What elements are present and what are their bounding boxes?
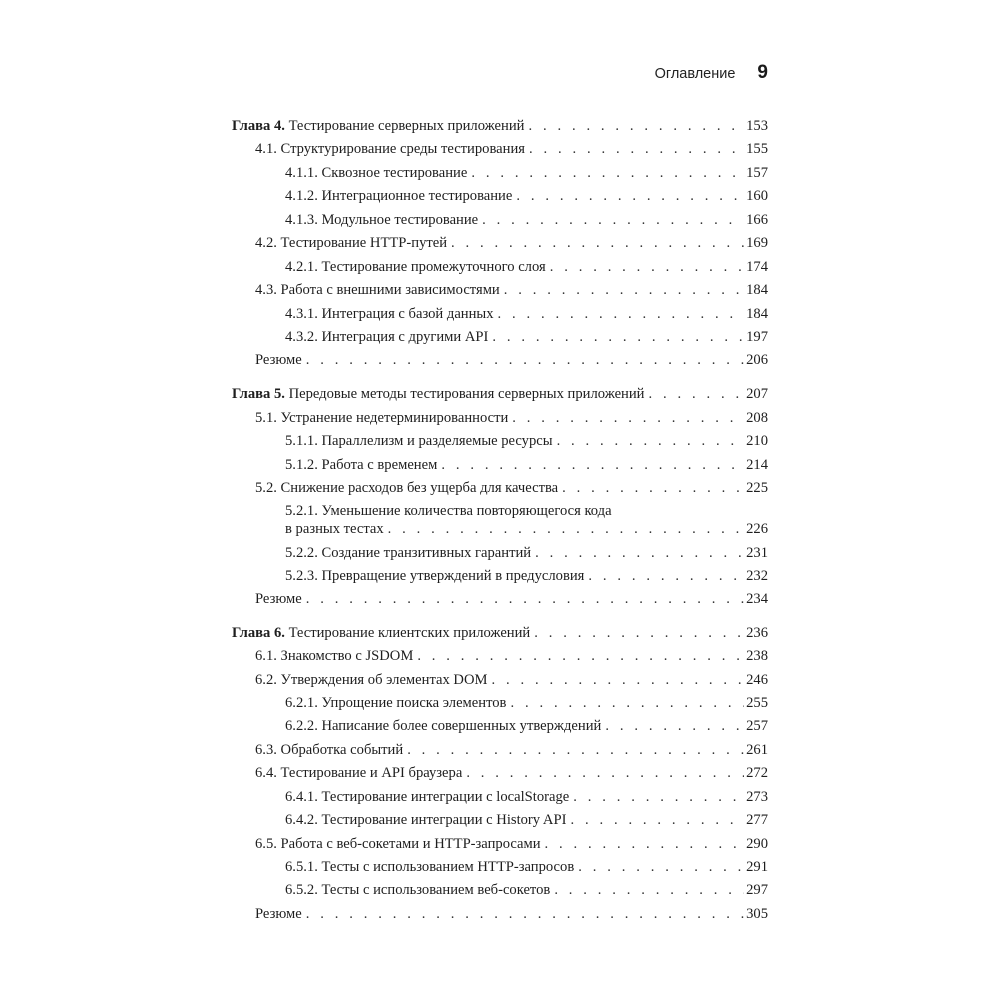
dot-leader bbox=[407, 741, 744, 759]
toc-page-number: 234 bbox=[746, 591, 768, 607]
toc-entry-title: 6.5. Работа с веб-сокетами и HTTP-запросами bbox=[255, 836, 541, 852]
toc-entry[interactable] bbox=[285, 160, 768, 182]
toc-entry-title: 6.4.1. Тестирование интеграции с localStorage bbox=[285, 789, 570, 805]
toc-page-number: 197 bbox=[746, 329, 768, 345]
toc-page-number: 272 bbox=[746, 765, 768, 781]
toc-page-number: 184 bbox=[746, 306, 768, 322]
toc-entry-title: 5.1.2. Работа с временем bbox=[285, 457, 438, 473]
toc-entry[interactable] bbox=[255, 643, 768, 665]
dot-leader bbox=[491, 671, 744, 689]
toc-page-number: 255 bbox=[746, 695, 768, 711]
chapter-title: Передовые методы тестирования серверных приложений bbox=[288, 386, 645, 402]
toc-entry-title: 4.1.2. Интеграционное тестирование bbox=[285, 188, 513, 204]
toc-entry-title: 6.3. Обработка событий bbox=[255, 742, 404, 758]
toc-entry-title: 4.1.3. Модульное тестирование bbox=[285, 212, 479, 228]
dot-leader bbox=[306, 590, 744, 608]
toc-entry-title: 4.3.2. Интеграция с другими API bbox=[285, 329, 489, 345]
chapter-label: Глава 6. bbox=[232, 625, 285, 641]
dot-leader bbox=[528, 117, 744, 135]
toc-page-number: 207 bbox=[746, 386, 768, 402]
dot-leader bbox=[498, 305, 745, 323]
dot-leader bbox=[482, 211, 744, 229]
toc-entry[interactable] bbox=[285, 690, 768, 712]
toc-entry[interactable] bbox=[255, 737, 768, 759]
toc-page-number: 225 bbox=[746, 480, 768, 496]
toc-page-number: 226 bbox=[746, 521, 768, 537]
toc-entry[interactable] bbox=[285, 183, 768, 205]
toc-entry-title: 5.1. Устранение недетерминированности bbox=[255, 410, 509, 426]
toc-entry[interactable] bbox=[255, 405, 768, 427]
toc-entry-title: 4.2.1. Тестирование промежуточного слоя bbox=[285, 259, 546, 275]
toc-entry-title: 6.2.1. Упрощение поиска элементов bbox=[285, 695, 507, 711]
chapter-title: Тестирование серверных приложений bbox=[288, 118, 525, 134]
toc-entry-title: 5.2.3. Превращение утверждений в предусловия bbox=[285, 568, 585, 584]
dot-leader bbox=[451, 234, 744, 252]
chapter-label: Глава 4. bbox=[232, 118, 285, 134]
dot-leader bbox=[504, 281, 744, 299]
toc-page-number: 305 bbox=[746, 906, 768, 922]
toc-entry-title: 4.1.1. Сквозное тестирование bbox=[285, 165, 468, 181]
toc-entry-title: 5.2. Снижение расходов без ущерба для качества bbox=[255, 480, 559, 496]
toc-entry-summary[interactable] bbox=[255, 901, 768, 923]
toc-page-number: 214 bbox=[746, 457, 768, 473]
toc-entry-title: 6.4.2. Тестирование интеграции с History API bbox=[285, 812, 567, 828]
toc-entry-title: в разных тестах bbox=[285, 521, 384, 537]
dot-leader bbox=[417, 647, 744, 665]
dot-leader bbox=[306, 351, 744, 369]
toc-entry[interactable] bbox=[285, 516, 768, 538]
toc-entry[interactable] bbox=[285, 324, 768, 346]
toc-entry[interactable] bbox=[255, 277, 768, 299]
toc-page-number: 238 bbox=[746, 648, 768, 664]
toc-entry-title: 5.2.2. Создание транзитивных гарантий bbox=[285, 545, 532, 561]
toc-entry[interactable] bbox=[255, 760, 768, 782]
toc-page-number: 277 bbox=[746, 812, 768, 828]
dot-leader bbox=[471, 164, 744, 182]
toc-entry[interactable] bbox=[285, 784, 768, 806]
toc-page-number: 231 bbox=[746, 545, 768, 561]
dot-leader bbox=[512, 409, 744, 427]
toc-page-number: 257 bbox=[746, 718, 768, 734]
toc-page-number: 166 bbox=[746, 212, 768, 228]
dot-leader bbox=[573, 788, 744, 806]
dot-leader bbox=[516, 187, 744, 205]
toc-page-number: 261 bbox=[746, 742, 768, 758]
toc-page-number: 160 bbox=[746, 188, 768, 204]
toc-entry[interactable] bbox=[255, 831, 768, 853]
toc-entry-title: Резюме bbox=[255, 591, 302, 607]
toc-page-number: 232 bbox=[746, 568, 768, 584]
toc-page-number: 291 bbox=[746, 859, 768, 875]
toc-entry[interactable] bbox=[285, 452, 768, 474]
toc-entry-title: 6.1. Знакомство с JSDOM bbox=[255, 648, 414, 664]
dot-leader bbox=[588, 567, 744, 585]
toc-page-number: 169 bbox=[746, 235, 768, 251]
running-header bbox=[655, 62, 768, 84]
dot-leader bbox=[562, 479, 744, 497]
running-header-title: Оглавление bbox=[654, 66, 736, 82]
toc-page-number: 157 bbox=[746, 165, 768, 181]
toc-entry[interactable] bbox=[285, 713, 768, 735]
toc-entry[interactable] bbox=[285, 563, 768, 585]
toc-page-number: 153 bbox=[746, 118, 768, 134]
toc-entry-title: 6.2. Утверждения об элементах DOM bbox=[255, 672, 488, 688]
toc-entry-title: 4.2. Тестирование HTTP-путей bbox=[255, 235, 448, 251]
toc-entry-title: 6.5.2. Тесты с использованием веб-сокетов bbox=[285, 882, 551, 898]
toc-page-number: 206 bbox=[746, 352, 768, 368]
dot-leader bbox=[534, 624, 744, 642]
toc-entry[interactable] bbox=[255, 667, 768, 689]
chapter-label: Глава 5. bbox=[232, 386, 285, 402]
dot-leader bbox=[557, 432, 745, 450]
toc-entry-title: 4.3.1. Интеграция с базой данных bbox=[285, 306, 494, 322]
dot-leader bbox=[492, 328, 744, 346]
toc-page-number: 184 bbox=[746, 282, 768, 298]
toc-page-number: 290 bbox=[746, 836, 768, 852]
dot-leader bbox=[570, 811, 744, 829]
dot-leader bbox=[535, 544, 744, 562]
toc-entry-summary[interactable] bbox=[255, 586, 768, 608]
toc-entry-title: Резюме bbox=[255, 906, 302, 922]
toc-entry-summary[interactable] bbox=[255, 347, 768, 369]
toc-entry-title: 6.5.1. Тесты с использованием HTTP-запросов bbox=[285, 859, 575, 875]
toc-entry-title: 6.4. Тестирование и API браузера bbox=[255, 765, 463, 781]
toc-page-number: 297 bbox=[746, 882, 768, 898]
toc-chapter-4[interactable] bbox=[232, 113, 768, 135]
toc-page-number: 236 bbox=[746, 625, 768, 641]
toc-entry[interactable] bbox=[285, 877, 768, 899]
dot-leader bbox=[545, 835, 745, 853]
toc-page-number: 273 bbox=[746, 789, 768, 805]
dot-leader bbox=[578, 858, 744, 876]
toc-entry[interactable] bbox=[255, 475, 768, 497]
toc-entry[interactable] bbox=[255, 136, 768, 158]
dot-leader bbox=[441, 456, 744, 474]
dot-leader bbox=[550, 258, 744, 276]
dot-leader bbox=[388, 520, 744, 538]
toc-page-number: 174 bbox=[746, 259, 768, 275]
toc-entry-title: Резюме bbox=[255, 352, 302, 368]
toc-entry-title: 4.1. Структурирование среды тестирования bbox=[255, 141, 525, 157]
toc-entry[interactable] bbox=[285, 428, 768, 450]
dot-leader bbox=[306, 905, 744, 923]
chapter-title: Тестирование клиентских приложений bbox=[288, 625, 531, 641]
toc-chapter-6[interactable] bbox=[232, 620, 768, 642]
dot-leader bbox=[529, 140, 744, 158]
dot-leader bbox=[649, 385, 745, 403]
toc-entry[interactable] bbox=[285, 301, 768, 323]
toc-entry[interactable] bbox=[285, 807, 768, 829]
toc-chapter-5[interactable] bbox=[232, 381, 768, 403]
toc-page-number: 246 bbox=[746, 672, 768, 688]
dot-leader bbox=[605, 717, 744, 735]
toc-entry-title-line1: 5.2.1. Уменьшение количества повторяющегося кода bbox=[285, 503, 612, 519]
dot-leader bbox=[554, 881, 744, 899]
toc-entry[interactable] bbox=[285, 854, 768, 876]
toc-page-number: 210 bbox=[746, 433, 768, 449]
toc-page-number: 155 bbox=[746, 141, 768, 157]
page-number: 9 bbox=[757, 62, 768, 83]
toc-entry-title: 6.2.2. Написание более совершенных утверждений bbox=[285, 718, 602, 734]
toc-page-number: 208 bbox=[746, 410, 768, 426]
dot-leader bbox=[466, 764, 744, 782]
toc-entry[interactable] bbox=[285, 540, 768, 562]
toc-entry-title: 5.1.1. Параллелизм и разделяемые ресурсы bbox=[285, 433, 553, 449]
toc-entry[interactable] bbox=[285, 254, 768, 276]
dot-leader bbox=[510, 694, 744, 712]
toc-entry[interactable] bbox=[255, 230, 768, 252]
toc-entry[interactable] bbox=[285, 207, 768, 229]
toc-entry-title: 4.3. Работа с внешними зависимостями bbox=[255, 282, 500, 298]
